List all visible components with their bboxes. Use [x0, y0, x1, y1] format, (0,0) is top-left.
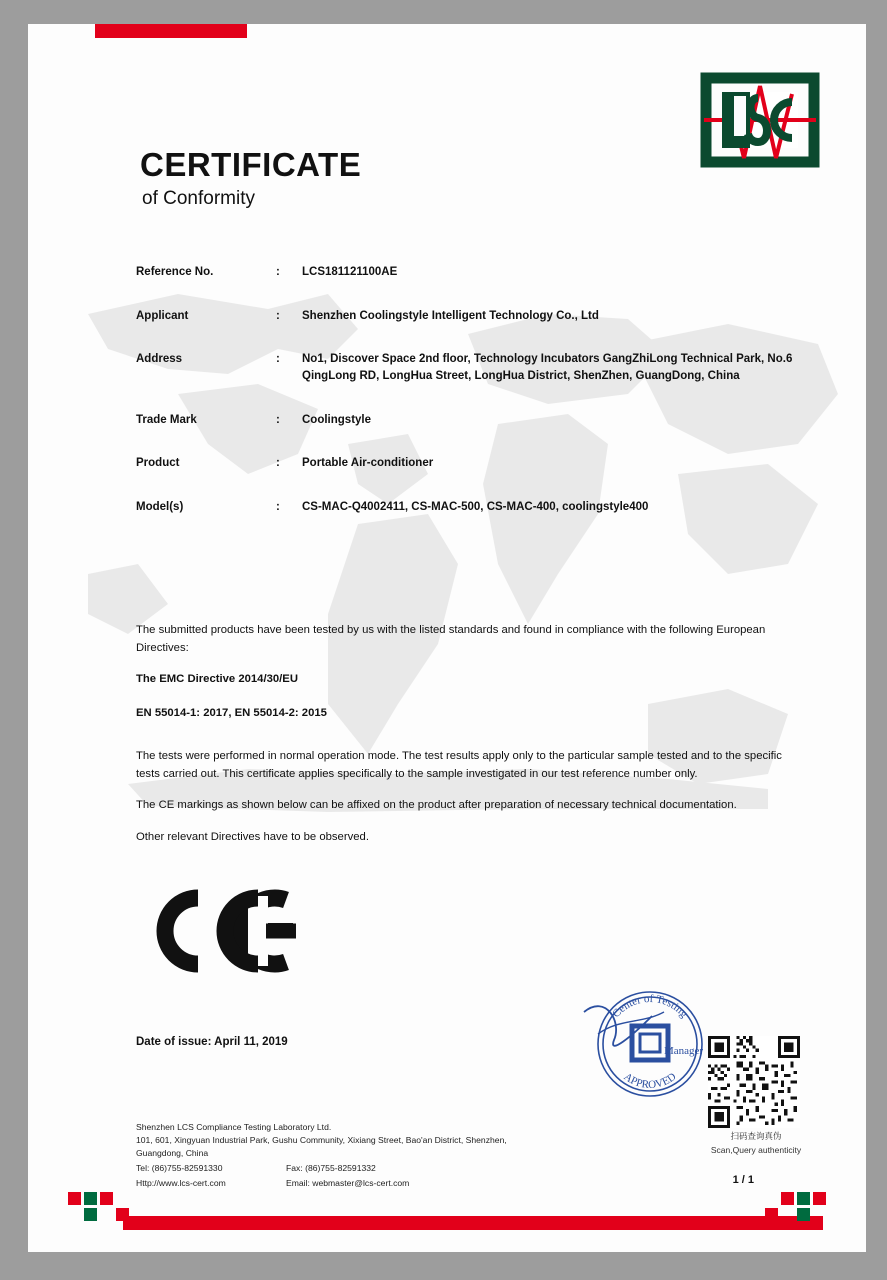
footer-contact-row-1 [136, 1162, 696, 1175]
certificate-title: CERTIFICATE [140, 146, 362, 183]
decoration-right [736, 1192, 826, 1230]
certificate-fields [136, 264, 816, 543]
standards-line: EN 55014-1: 2017, EN 55014-2: 2015 [136, 706, 327, 719]
field-row [136, 308, 816, 325]
other-directives-paragraph: Other relevant Directives have to be observed. [136, 830, 369, 843]
field-label: Address [136, 353, 183, 366]
date-of-issue: Date of issue: April 11, 2019 [136, 1036, 288, 1048]
field-label: Applicant [136, 309, 189, 322]
field-colon: : [276, 501, 280, 514]
marking-paragraph: The CE markings as shown below can be affixed on the product after preparation of necessary technical documentation. [136, 799, 737, 811]
qr-code-block [708, 1036, 804, 1157]
field-value: No1, Discover Space 2nd floor, Technology Incubators GangZhiLong Technical Park, No.6 QingLong RD, LongHua Street, LongHua District, ShenZhen, GuangDong, China [302, 353, 793, 383]
top-red-bar [95, 24, 247, 38]
lcs-logo-icon [700, 72, 820, 168]
field-colon: : [276, 457, 280, 470]
approval-stamp [568, 982, 728, 1106]
field-colon: : [276, 309, 280, 322]
ce-mark-icon [136, 886, 311, 976]
field-label: Trade Mark [136, 413, 197, 426]
field-row [136, 264, 816, 281]
field-row [136, 351, 816, 384]
stamp-top-text: Center of Testing [610, 992, 690, 1021]
field-row [136, 412, 816, 429]
field-value: LCS181121100AE [302, 266, 398, 278]
footer-contact-row-2 [136, 1177, 696, 1190]
decoration-left [68, 1192, 158, 1230]
footer-tel: Tel: (86)755-82591330 [136, 1163, 223, 1174]
footer-website[interactable]: Http://www.lcs-cert.com [136, 1178, 226, 1189]
tests-paragraph: The tests were performed in normal operation mode. The test results apply only to the particular sample tested and to the specific tests carried out. This certificate applies specifically to the sample investigated in our test reference number only. [136, 750, 782, 780]
footer-email[interactable]: Email: webmaster@lcs-cert.com [286, 1178, 410, 1189]
stamp-bottom-text: APPROVED [621, 1070, 679, 1092]
footer-address-1: 101, 601, Xingyuan Industrial Park, Gushu Community, Xixiang Street, Bao'an District, Shenzhen, [136, 1135, 507, 1146]
field-value: Portable Air-conditioner [302, 457, 434, 470]
directive-line: The EMC Directive 2014/30/EU [136, 673, 298, 685]
qr-code-icon [708, 1036, 800, 1128]
qr-caption-en: Scan,Query authenticity [710, 1145, 802, 1156]
field-row [136, 455, 816, 472]
footer-company: Shenzhen LCS Compliance Testing Laboratory Ltd. [136, 1121, 332, 1132]
field-label: Model(s) [136, 501, 184, 514]
footer-fax: Fax: (86)755-82591332 [286, 1163, 376, 1174]
stamp-role-text: Manager [664, 1045, 704, 1057]
field-value: CS-MAC-Q4002411, CS-MAC-500, CS-MAC-400, coolingstyle400 [302, 501, 649, 514]
field-colon: : [276, 413, 280, 426]
qr-caption-cn: 扫码查询真伪 [730, 1131, 782, 1141]
field-row [136, 499, 816, 516]
field-value: Shenzhen Coolingstyle Intelligent Technology Co., Ltd [302, 309, 599, 322]
page-number: 1 / 1 [732, 1174, 754, 1186]
certificate-body [136, 622, 791, 860]
footer-block [136, 1121, 696, 1190]
footer-address-2: Guangdong, China [136, 1148, 209, 1159]
field-colon: : [276, 266, 280, 278]
certificate-sheet [28, 24, 866, 1252]
field-label: Reference No. [136, 266, 214, 278]
intro-paragraph: The submitted products have been tested by us with the listed standards and found in compliance with the following European Directives: [136, 624, 766, 654]
certificate-subtitle: of Conformity [142, 188, 255, 209]
field-colon: : [276, 353, 280, 366]
bottom-red-bar [123, 1216, 823, 1230]
svg-text:APPROVED [622, 1071, 679, 1091]
field-value: Coolingstyle [302, 413, 372, 426]
field-label: Product [136, 457, 180, 470]
